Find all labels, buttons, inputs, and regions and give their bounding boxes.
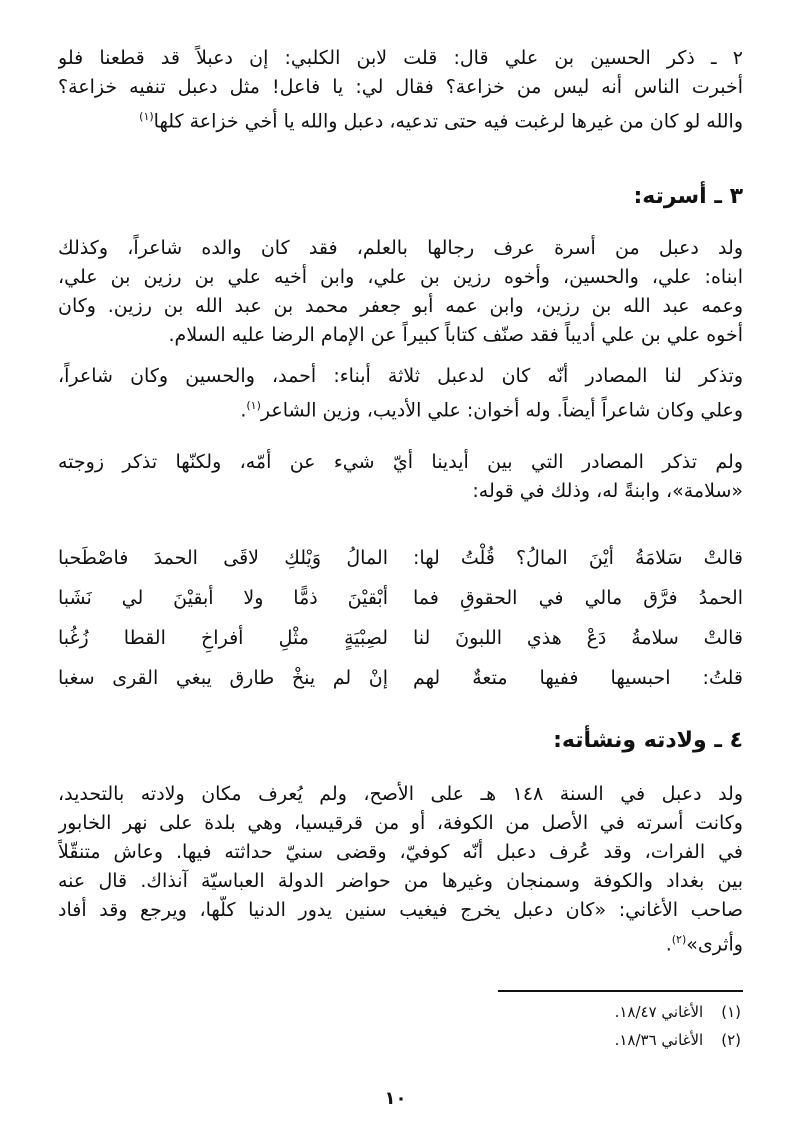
text-line: ولد دعبل في السنة ١٤٨ هـ على الأصح، ولم يُعرف مكان ولادته بالتحديد، <box>58 783 743 805</box>
text-line: وكانت أسرته في الأصل من الكوفة، أو من قرقيسيا، وهي بلدة على نهر الخابور <box>58 812 743 834</box>
footnote-divider <box>498 990 743 992</box>
poem-second-hemistich: المالُ وَيْلكِ لاقَى الحمدَ فاصْطَحبا <box>58 547 388 569</box>
footnote-ref: (١) <box>139 110 154 123</box>
footnote <box>615 1026 741 1054</box>
text-line: أخبرت الناس أنه ليس من خزاعة؟ فقال لي: يا فاعل! مثل دعبل تنفيه خزاعة؟ <box>58 76 743 98</box>
footnote <box>615 998 741 1026</box>
section-3-paragraph-2 <box>58 362 743 425</box>
footnote-ref: (٢) <box>671 933 687 946</box>
section-4-heading: ٤ ـ ولادته ونشأته: <box>553 728 743 753</box>
poem-verse <box>58 578 743 618</box>
poem-verse <box>58 618 743 658</box>
section-3-paragraph-3 <box>58 448 743 506</box>
poem-first-hemistich: قالتْ سلامةُ دَعْ هذي اللبونَ لنا <box>413 627 743 649</box>
text-line: «سلامة»، وابنةً له، وذلك في قوله: <box>472 480 743 502</box>
footnote-text: الأغاني ١٨/٤٧. <box>614 1003 704 1021</box>
poem-verse <box>58 538 743 578</box>
section-3-paragraph-1 <box>58 234 743 350</box>
text-line: والله لو كان من غيرها لرغبت فيه حتى تدعيه، دعبل والله يا أخي خزاعة كلها$^{(١)}$ <box>139 110 743 133</box>
text-line: وعلي وكان شاعراً أيضاً. وله أخوان: علي الأديب، وزين الشاعر$^{(١)}$. <box>240 399 743 422</box>
poem-second-hemistich: إنْ لم ينخْ طارق يبغي القرى سغبا <box>58 667 388 689</box>
poem-first-hemistich: قلتُ: احبسيها ففيها متعةٌ لهم <box>413 667 743 689</box>
poem-first-hemistich: الحمدُ فرَّق مالي في الحقوقِ فما <box>413 587 743 609</box>
poem-second-hemistich: أبْقيْنَ ذمًّا ولا أبقيْنَ لي نَشَبا <box>58 587 388 609</box>
text-line: وتذكر لنا المصادر أنّه كان لدعبل ثلاثة أبناء: أحمد، والحسين وكان شاعراً، <box>58 365 743 387</box>
text-line: ولم تذكر المصادر التي بين أيدينا أيّ شيء عن أمّه، ولكنّها تذكر زوجته <box>58 451 743 473</box>
section-3-heading: ٣ ـ أسرته: <box>633 184 743 209</box>
text-line: أخوه علي بن علي أديباً فقد صنّف كتاباً كبيراً عن الإمام الرضا عليه السلام. <box>168 324 743 346</box>
text-line: ٢ ـ ذكر الحسين بن علي قال: قلت لابن الكلبي: إن دعبلاً قد قطعنا فلو <box>58 47 743 69</box>
text-line: وأثرى»$^{(٢)}$. <box>665 933 743 956</box>
poem-verse <box>58 658 743 698</box>
poem-first-hemistich: قالتْ سَلامَةُ أيْنَ المالُ؟ قُلْتُ لها: <box>413 547 743 569</box>
text-line: في الفرات، وقد عُرف دعبل أنّه كوفيّ، وقضى سنيّ حداثته فيها. وعاش متنقّلاً <box>58 841 743 863</box>
footnote-number: (١) <box>721 1003 741 1021</box>
footnotes <box>615 998 741 1054</box>
text-line: وعمه عبد الله بن رزين، وابن عمه أبو جعفر محمد بن عبد الله بن رزين. وكان <box>58 295 743 317</box>
poem <box>58 538 743 698</box>
footnote-ref: (١) <box>246 399 261 412</box>
text-line: صاحب الأغاني: «كان دعبل يخرج فيغيب سنين يدور الدنيا كلّها، ويرجع وقد أفاد <box>58 899 743 921</box>
poem-second-hemistich: لصِبْيَةٍ مثْلِ أفراخِ القطا زُغُبا <box>58 627 388 649</box>
page-number: ١٠ <box>384 1088 407 1109</box>
section-4-paragraph <box>58 780 743 959</box>
section-2-paragraph <box>58 44 743 136</box>
text-line: ولد دعبل من أسرة عرف رجالها بالعلم، فقد كان والده شاعراً، وكذلك <box>58 237 743 259</box>
text-line: ابناه: علي، والحسين، وأخوه رزين بن علي، وابن أخيه علي بن رزين بن علي، <box>58 266 743 288</box>
footnote-text: الأغاني ١٨/٣٦. <box>614 1031 704 1049</box>
text-line: بين بغداد والكوفة وسمنجان وغيرها من حواضر الدولة العباسيّة آنذاك. قال عنه <box>58 870 743 892</box>
footnote-number: (٢) <box>721 1031 741 1049</box>
